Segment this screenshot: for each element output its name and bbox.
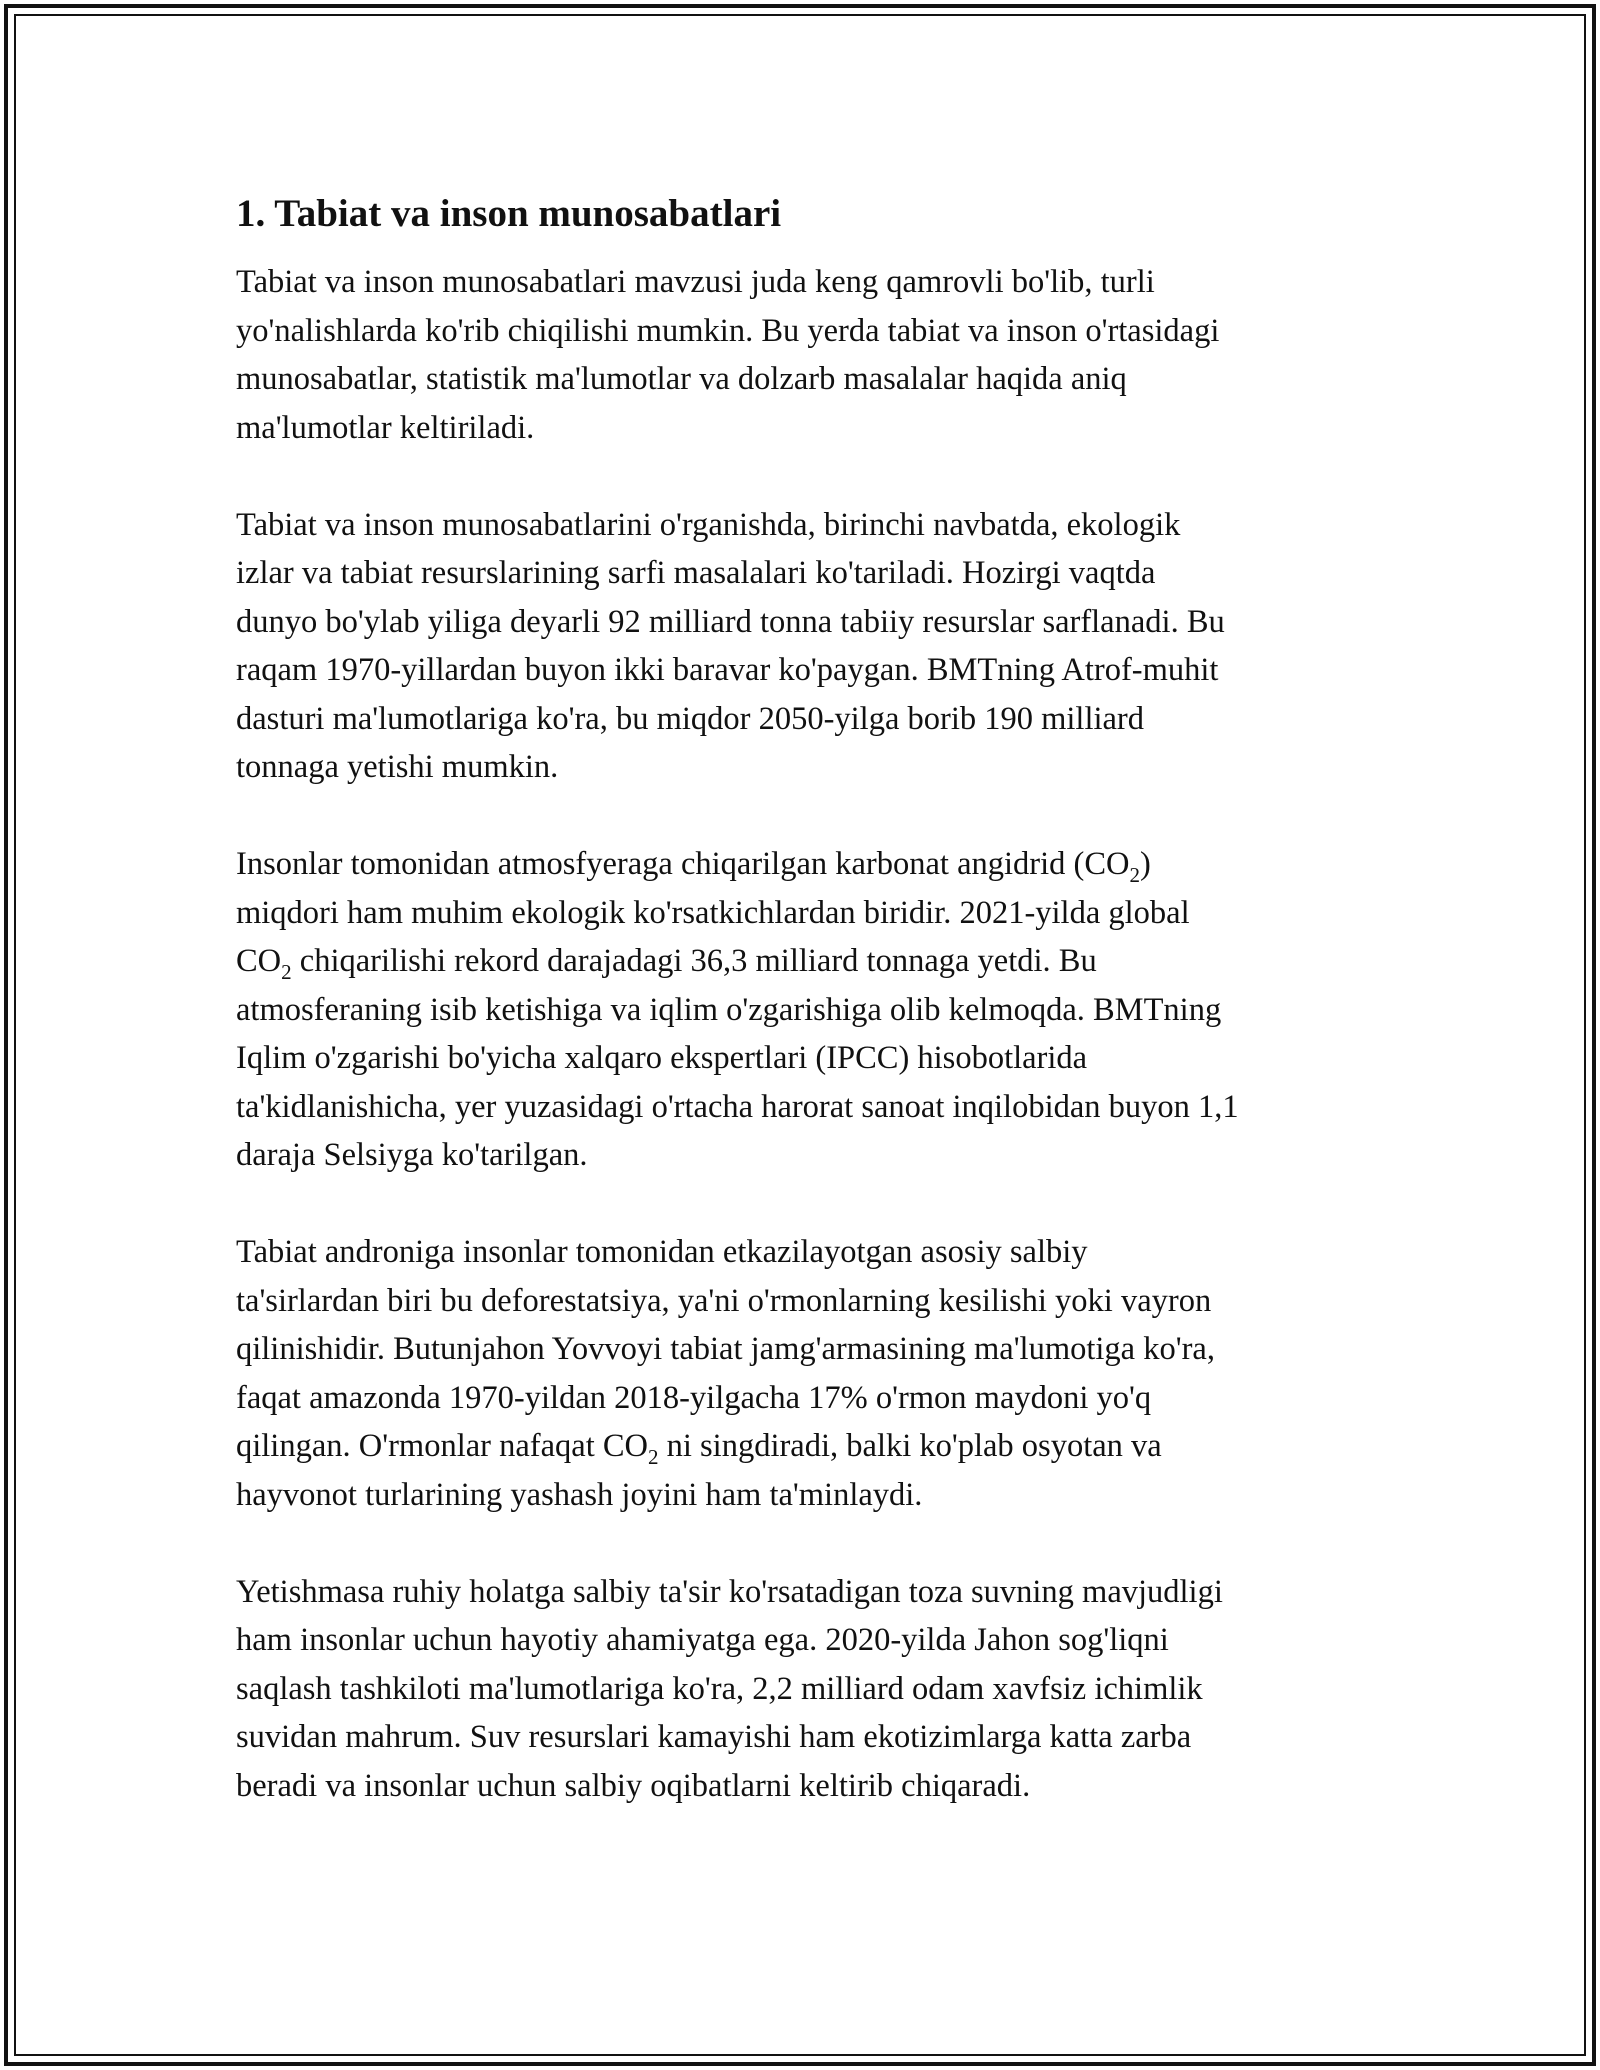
text-line: faqat amazonda 1970-yildan 2018-yilgacha 17% o'rmon maydoni yo'q [236,1379,1152,1416]
text-line: ma'lumotlar keltiriladi. [236,409,535,446]
text-line: Tabiat va inson munosabatlari mavzusi juda keng qamrovli bo'lib, turli [236,264,1155,300]
text-line: yo'nalishlarda ko'rib chiqilishi mumkin. Bu yerda tabiat va inson o'rtasidagi [236,312,1220,349]
subscript: 2 [1129,863,1140,887]
text-fragment: chiqarilishi rekord darajadagi 36,3 milliard tonnaga yetdi. Bu [291,943,1097,979]
text-line: hayvonot turlarining yashash joyini ham ta'minlaydi. [236,1476,923,1513]
paragraph-water [236,1568,1376,1811]
text-line: tonnaga yetishi mumkin. [236,749,559,785]
text-line: munosabatlar, statistik ma'lumotlar va dolzarb masalalar haqida aniq [236,361,1127,397]
document-body [236,190,1376,1859]
text-line: atmosferaning isib ketishiga va iqlim o'zgarishiga olib kelmoqda. BMTning [236,991,1222,1028]
text-line: ta'kidlanishicha, yer yuzasidagi o'rtacha harorat sanoat inqilobidan buyon 1,1 [236,1088,1239,1125]
text-line: beradi va insonlar uchun salbiy oqibatlarni keltirib chiqaradi. [236,1767,1031,1804]
text-line: Tabiat va inson munosabatlarini o'rganishda, birinchi navbatda, ekologik [236,506,1181,543]
text-line: saqlash tashkiloti ma'lumotlariga ko'ra, 2,2 milliard odam xavfsiz ichimlik [236,1670,1203,1707]
subscript: 2 [648,1445,659,1469]
text-fragment: Insonlar tomonidan atmosfyeraga chiqarilgan karbonat angidrid (CO [236,846,1130,882]
text-line: Tabiat androniga insonlar tomonidan etkazilayotgan asosiy salbiy [236,1234,1088,1270]
paragraph-co2 [236,840,1376,1180]
text-line: qilinishidir. Butunjahon Yovvoyi tabiat jamg'armasining ma'lumotiga ko'ra, [236,1331,1215,1367]
text-fragment: qilingan. O'rmonlar nafaqat CO [236,1428,648,1464]
text-line: dunyo bo'ylab yiliga deyarli 92 milliard tonna tabiiy resurslar sarflanadi. Bu [236,603,1225,640]
text-line: suvidan mahrum. Suv resurslari kamayishi ham ekotizimlarga katta zarba [236,1719,1192,1755]
text-line: miqdori ham muhim ekologik ko'rsatkichlardan biridir. 2021-yilda global [236,894,1190,931]
text-line: ta'sirlardan biri bu deforestatsiya, ya'ni o'rmonlarning kesilishi yoki vayron [236,1282,1212,1319]
text-line: Yetishmasa ruhiy holatga salbiy ta'sir ko'rsatadigan toza suvning mavjudligi [236,1573,1223,1610]
text-line: daraja Selsiyga ko'tarilgan. [236,1137,588,1173]
paragraph-resources [236,501,1376,792]
text-line [236,937,1376,986]
text-line: Iqlim o'zgarishi bo'yicha xalqaro ekspertlari (IPCC) hisobotlarida [236,1040,1088,1076]
text-fragment: CO [236,943,282,979]
text-line: ham insonlar uchun hayotiy ahamiyatga ega. 2020-yilda Jahon sog'liqni [236,1622,1169,1658]
text-fragment: ni singdiradi, balki ko'plab osyotan va [658,1428,1162,1464]
subscript: 2 [281,960,292,984]
text-line [236,1422,1376,1471]
text-line: raqam 1970-yillardan buyon ikki baravar ko'paygan. BMTning Atrof-muhit [236,652,1219,688]
text-line: dasturi ma'lumotlariga ko'ra, bu miqdor 2050-yilga borib 190 milliard [236,700,1145,737]
paragraph-intro [236,258,1376,452]
paragraph-deforestation [236,1228,1376,1519]
text-line [236,840,1376,889]
text-line: izlar va tabiat resurslarining sarfi masalalari ko'tariladi. Hozirgi vaqtda [236,555,1156,591]
section-heading: 1. Tabiat va inson munosabatlari [236,192,782,235]
text-fragment: ) [1139,846,1151,882]
